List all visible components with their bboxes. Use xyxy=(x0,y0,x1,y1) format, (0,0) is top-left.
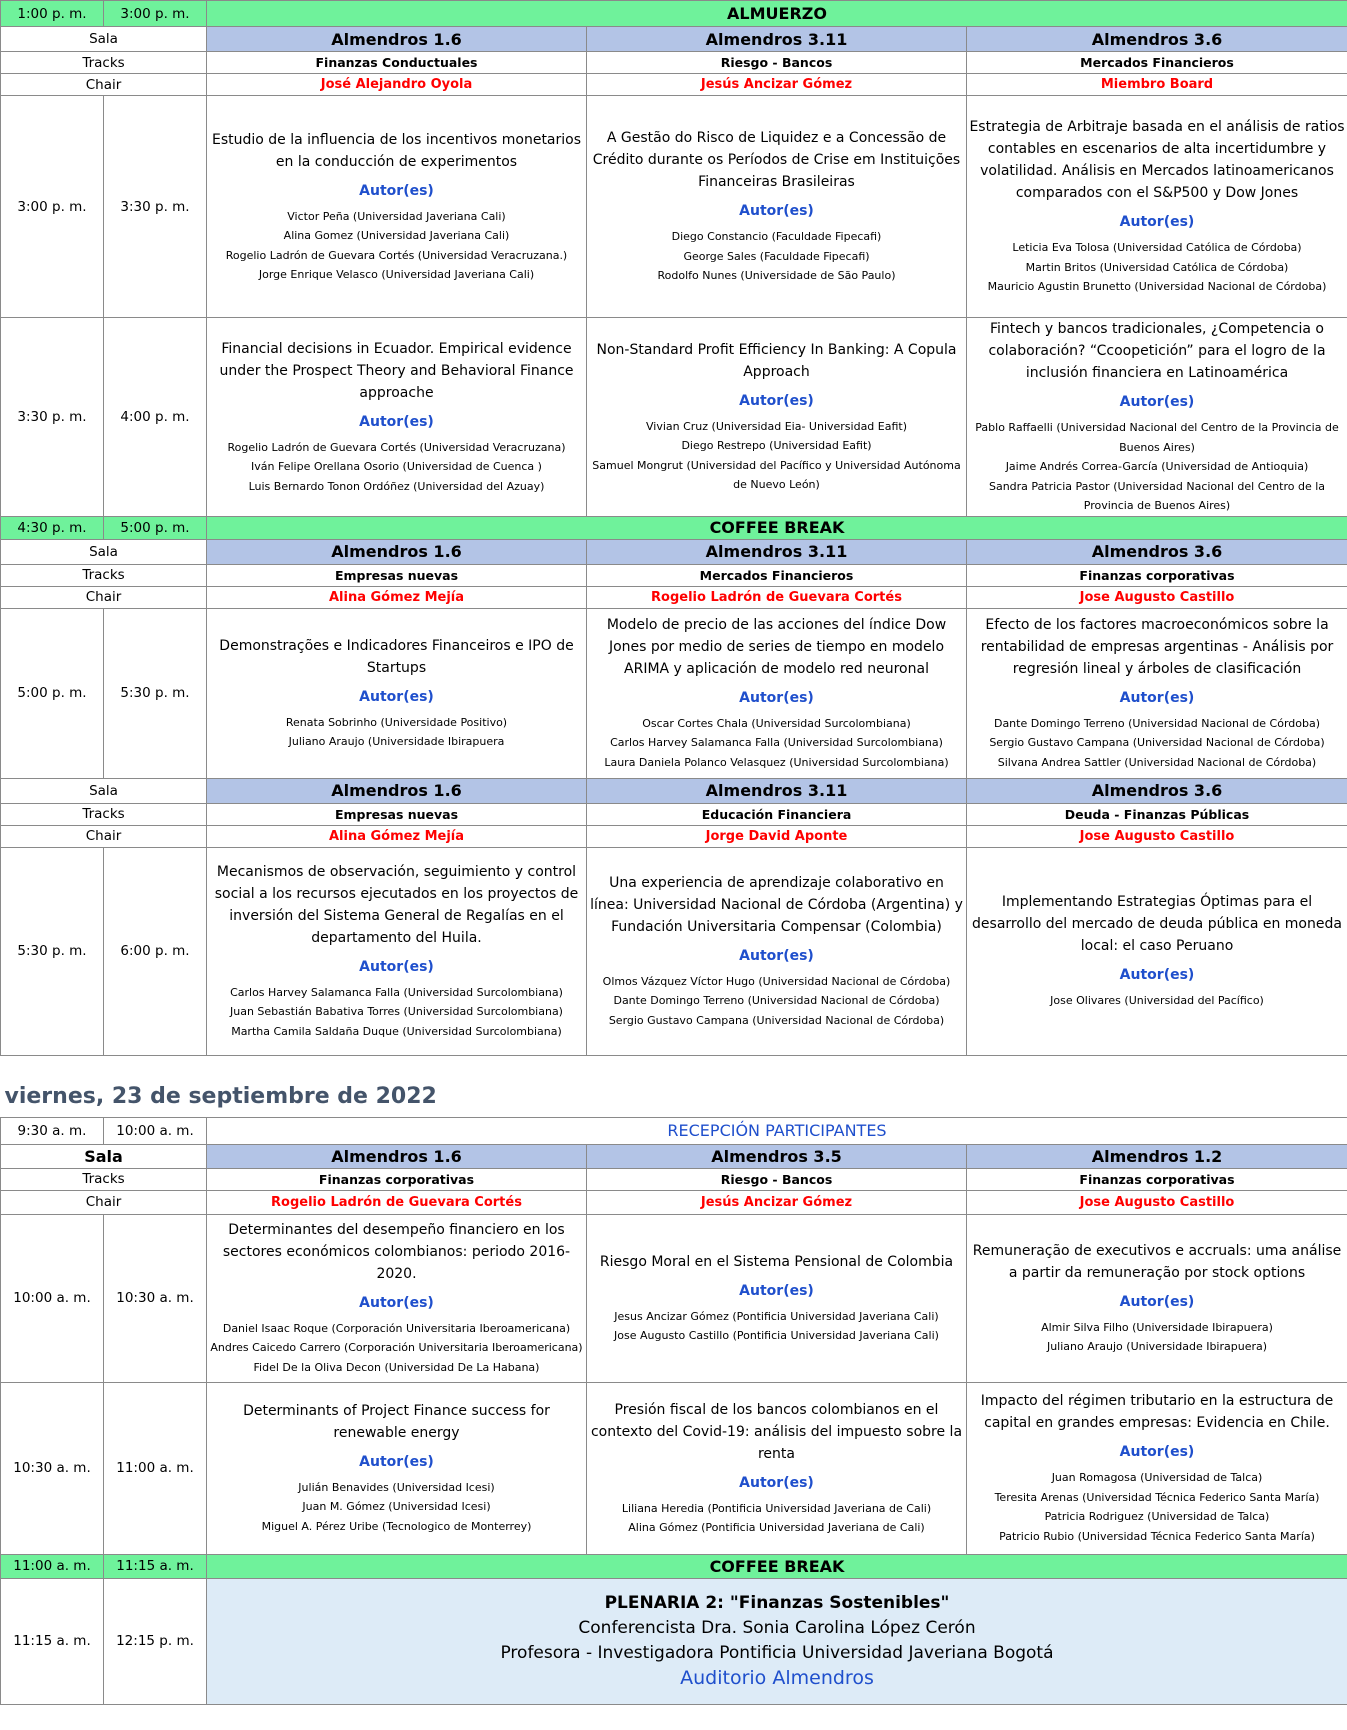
author-line: Teresita Arenas (Universidad Técnica Federico Santa María) xyxy=(994,1490,1320,1504)
authors-heading: Autor(es) xyxy=(739,689,814,706)
chair-name: Rogelio Ladrón de Guevara Cortés xyxy=(207,1190,587,1214)
talk-cell xyxy=(207,608,587,778)
author-line: Jaime Andrés Correa-García (Universidad de Antioquia) xyxy=(1005,460,1309,473)
author-line: Carlos Harvey Salamanca Falla (Universidad Surcolombiana) xyxy=(610,736,943,750)
room-name: Almendros 3.11 xyxy=(587,539,967,564)
author-line: Luis Bernardo Tonon Ordóñez (Universidad del Azuay) xyxy=(248,479,545,493)
room-name: Almendros 1.2 xyxy=(967,1144,1347,1168)
end-time: 4:00 p. m. xyxy=(104,318,207,517)
authors-heading: Autor(es) xyxy=(739,392,814,409)
author-line: Juan Romagosa (Universidad de Talca) xyxy=(1051,1471,1263,1484)
end-time: 3:00 p. m. xyxy=(104,1,207,27)
talk-cell xyxy=(587,847,967,1055)
end-time: 3:30 p. m. xyxy=(104,96,207,318)
room-name: Almendros 1.6 xyxy=(207,778,587,803)
author-line: Leticia Eva Tolosa (Universidad Católica de Córdoba) xyxy=(1012,241,1302,255)
lunch-banner-label: ALMUERZO xyxy=(207,1,1347,27)
start-time: 5:30 p. m. xyxy=(1,847,104,1055)
authors-heading: Autor(es) xyxy=(1119,1293,1195,1310)
chair-name: Jose Augusto Castillo xyxy=(967,1190,1347,1214)
author-line: Liliana Heredia (Pontificia Universidad Javeriana de Cali) xyxy=(621,1501,932,1515)
talk-title: Determinantes del desempeño financiero en los sectores económicos colombianos: periodo 2016-2020. xyxy=(222,1221,571,1282)
author-line: Victor Peña (Universidad Javeriana Cali) xyxy=(287,209,506,223)
track-name: Educación Financiera xyxy=(587,803,967,825)
track-name: Finanzas corporativas xyxy=(207,1168,587,1190)
author-line: Alina Gómez (Pontificia Universidad Javeriana de Cali) xyxy=(628,1521,925,1534)
author-line: Diego Restrepo (Universidad Eafit) xyxy=(681,439,872,453)
plenary-role: Profesora - Investigadora Pontificia Universidad Javeriana Bogotá xyxy=(500,1643,1054,1663)
room-header-row xyxy=(1,1144,1347,1168)
chair-row xyxy=(1,74,1347,96)
tracks-label: Tracks xyxy=(1,803,207,825)
author-line: Rogelio Ladrón de Guevara Cortés (Universidad Veracruzana.) xyxy=(225,248,568,262)
chair-name: Jose Augusto Castillo xyxy=(967,825,1347,847)
authors-heading: Autor(es) xyxy=(1119,689,1195,706)
author-line: Vivian Cruz (Universidad Eia- Universidad Eafit) xyxy=(645,419,908,433)
room-header-row xyxy=(1,778,1347,803)
sala-label: Sala xyxy=(1,539,207,564)
author-line: Alina Gomez (Universidad Javeriana Cali) xyxy=(283,229,510,242)
chair-row xyxy=(1,586,1347,608)
talk-title: Modelo de precio de las acciones del índice Dow Jones por medio de series de tiempo en modelo ARIMA y aplicación de modelo red neuronal xyxy=(606,616,947,677)
chair-label: Chair xyxy=(1,1190,207,1214)
track-name: Mercados Financieros xyxy=(967,52,1347,74)
author-line: Juliano Araujo (Universidade Ibirapuera) xyxy=(1046,1340,1268,1353)
start-time: 10:00 a. m. xyxy=(1,1214,104,1382)
chair-label: Chair xyxy=(1,586,207,608)
tracks-row xyxy=(1,564,1347,586)
start-time: 5:00 p. m. xyxy=(1,608,104,778)
room-name: Almendros 1.6 xyxy=(207,539,587,564)
talk-title: Riesgo Moral en el Sistema Pensional de Colombia xyxy=(599,1253,954,1270)
sala-label: Sala xyxy=(1,1144,207,1168)
author-line: Daniel Isaac Roque (Corporación Universitaria Iberoamericana) xyxy=(222,1321,571,1335)
tracks-row xyxy=(1,803,1347,825)
author-line: Jesus Ancizar Gómez (Pontificia Universidad Javeriana Cali) xyxy=(614,1309,939,1323)
author-line: Dante Domingo Terreno (Universidad Nacional de Córdoba) xyxy=(993,716,1321,730)
room-name: Almendros 3.5 xyxy=(587,1144,967,1168)
tracks-label: Tracks xyxy=(1,1168,207,1190)
end-time: 10:30 a. m. xyxy=(104,1214,207,1382)
track-name: Empresas nuevas xyxy=(207,803,587,825)
talk-cell xyxy=(587,1214,967,1382)
tracks-row xyxy=(1,52,1347,74)
talk-title: Demonstrações e Indicadores Financeiros e IPO de Startups xyxy=(219,637,574,676)
talk-title: Non-Standard Profit Efficiency In Banking: A Copula Approach xyxy=(596,341,957,380)
author-line: Sergio Gustavo Campana (Universidad Nacional de Córdoba) xyxy=(989,736,1325,750)
author-line: Juan Sebastián Babativa Torres (Universidad Surcolombiana) xyxy=(230,1005,563,1019)
talk-cell xyxy=(587,96,967,318)
room-name: Almendros 3.11 xyxy=(587,27,967,52)
talk-cell xyxy=(207,318,587,517)
room-name: Almendros 3.6 xyxy=(967,778,1347,803)
end-time: 10:00 a. m. xyxy=(104,1117,207,1144)
end-time: 5:30 p. m. xyxy=(104,608,207,778)
room-header-row xyxy=(1,539,1347,564)
track-name: Finanzas corporativas xyxy=(967,1168,1347,1190)
track-name: Riesgo - Bancos xyxy=(587,1168,967,1190)
chair-row xyxy=(1,1190,1347,1214)
author-line: Martha Camila Saldaña Duque (Universidad Surcolombiana) xyxy=(231,1024,562,1038)
author-line: Rogelio Ladrón de Guevara Cortés (Universidad Veracruzana) xyxy=(227,440,566,454)
tracks-row xyxy=(1,1168,1347,1190)
talk-cell xyxy=(587,608,967,778)
talk-cell xyxy=(967,1214,1347,1382)
author-line: Juan M. Gómez (Universidad Icesi) xyxy=(302,1500,491,1514)
start-time: 3:00 p. m. xyxy=(1,96,104,318)
chair-label: Chair xyxy=(1,825,207,847)
talk-cell xyxy=(967,1382,1347,1554)
track-name: Empresas nuevas xyxy=(207,564,587,586)
author-line: Laura Daniela Polanco Velasquez (Universidad Surcolombiana) xyxy=(604,755,949,769)
chair-row xyxy=(1,825,1347,847)
end-time: 11:00 a. m. xyxy=(104,1382,207,1554)
talk-cell xyxy=(207,1214,587,1382)
session-slot-row xyxy=(1,318,1347,517)
chair-name: Miembro Board xyxy=(967,74,1347,96)
talk-title: Mecanismos de observación, seguimiento y control social a los recursos ejecutados en los proyectos de inversión del Sistema General de Regalías en el departamento del Huila. xyxy=(214,863,579,946)
session-slot-row xyxy=(1,1382,1347,1554)
talk-cell xyxy=(207,1382,587,1554)
start-time: 10:30 a. m. xyxy=(1,1382,104,1554)
chair-name: Alina Gómez Mejía xyxy=(207,825,587,847)
end-time: 5:00 p. m. xyxy=(104,516,207,539)
room-name: Almendros 1.6 xyxy=(207,27,587,52)
author-line: Olmos Vázquez Víctor Hugo (Universidad Nacional de Córdoba) xyxy=(602,974,951,988)
talk-title: Estudio de la influencia de los incentivos monetarios en la conducción de experimentos xyxy=(211,131,582,170)
talk-title: Financial decisions in Ecuador. Empirical evidence under the Prospect Theory and Behavioral Finance approache xyxy=(219,340,574,401)
room-name: Almendros 3.6 xyxy=(967,539,1347,564)
start-time: 4:30 p. m. xyxy=(1,516,104,539)
authors-heading: Autor(es) xyxy=(359,182,434,199)
talk-cell xyxy=(967,96,1347,318)
author-line: Iván Felipe Orellana Osorio (Universidad de Cuenca ) xyxy=(251,460,542,473)
chair-name: Jesús Ancizar Gómez xyxy=(587,1190,967,1214)
track-name: Deuda - Finanzas Públicas xyxy=(967,803,1347,825)
authors-heading: Autor(es) xyxy=(739,1474,814,1491)
plenary-row xyxy=(1,1578,1347,1704)
track-name: Finanzas corporativas xyxy=(967,564,1347,586)
author-line: Juliano Araujo (Universidade Ibirapuera xyxy=(288,735,505,748)
chair-name: Jorge David Aponte xyxy=(587,825,967,847)
author-line: Jose Olivares (Universidad del Pacífico) xyxy=(1050,994,1264,1008)
room-name: Almendros 1.6 xyxy=(207,1144,587,1168)
talk-cell xyxy=(207,847,587,1055)
day-heading: viernes, 23 de septiembre de 2022 xyxy=(4,1083,437,1109)
coffee-break-banner-row xyxy=(1,1554,1347,1578)
authors-heading: Autor(es) xyxy=(739,203,814,220)
author-line: Sergio Gustavo Campana (Universidad Nacional de Córdoba) xyxy=(608,1013,945,1027)
talk-title: Remuneração de executivos e accruals: uma análise a partir da remuneração por stock options xyxy=(972,1242,1342,1281)
authors-heading: Autor(es) xyxy=(739,947,814,964)
talk-title: Presión fiscal de los bancos colombianos en el contexto del Covid-19: análisis del impuesto sobre la renta xyxy=(590,1401,963,1462)
talk-cell xyxy=(587,1382,967,1554)
author-line: Diego Constancio (Faculdade Fipecafi) xyxy=(671,230,882,244)
author-line: Julián Benavides (Universidad Icesi) xyxy=(298,1480,495,1494)
plenary-speaker: Conferencista Dra. Sonia Carolina López Cerón xyxy=(578,1618,976,1638)
talk-title: Implementando Estrategias Óptimas para el desarrollo del mercado de deuda pública en moneda local: el caso Peruano xyxy=(972,894,1342,955)
start-time: 11:00 a. m. xyxy=(1,1554,104,1578)
talk-title: Una experiencia de aprendizaje colaborativo en línea: Universidad Nacional de Córdoba (Argentina) y Fundación Universitaria Compensar (Colombia) xyxy=(590,874,963,935)
talk-title: Fintech y bancos tradicionales, ¿Competencia o colaboración? “Ccoopetición” para el logro de la inclusión financiera en Latinoamérica xyxy=(988,321,1326,381)
talk-cell xyxy=(967,318,1347,517)
coffee-break-banner-row xyxy=(1,516,1347,539)
chair-label: Chair xyxy=(1,74,207,96)
sala-label: Sala xyxy=(1,778,207,803)
start-time: 11:15 a. m. xyxy=(1,1578,104,1704)
room-header-row xyxy=(1,27,1347,52)
talk-title: Efecto de los factores macroeconómicos sobre la rentabilidad de empresas argentinas - Análisis por regresión lineal y árboles de clasificación xyxy=(980,616,1334,677)
talk-cell xyxy=(587,318,967,517)
authors-heading: Autor(es) xyxy=(359,688,434,705)
track-name: Finanzas Conductuales xyxy=(207,52,587,74)
session-slot-row xyxy=(1,1214,1347,1382)
author-line: Jorge Enrique Velasco (Universidad Javeriana Cali) xyxy=(258,268,535,281)
authors-heading: Autor(es) xyxy=(1119,967,1195,984)
plenary-title: PLENARIA 2: "Finanzas Sostenibles" xyxy=(604,1593,950,1613)
chair-name: Jose Augusto Castillo xyxy=(967,586,1347,608)
authors-heading: Autor(es) xyxy=(739,1282,814,1299)
author-line: Pablo Raffaelli (Universidad Nacional del Centro de la Provincia de Buenos Aires) xyxy=(975,421,1339,454)
author-line: Silvana Andrea Sattler (Universidad Nacional de Córdoba) xyxy=(997,755,1317,769)
start-time: 1:00 p. m. xyxy=(1,1,104,27)
author-line: Patricia Rodriguez (Universidad de Talca) xyxy=(1044,1510,1270,1523)
start-time: 9:30 a. m. xyxy=(1,1117,104,1144)
chair-name: José Alejandro Oyola xyxy=(207,74,587,96)
coffee-break-banner-label: COFFEE BREAK xyxy=(207,1554,1347,1578)
author-line: George Sales (Faculdade Fipecafi) xyxy=(683,249,870,263)
chair-name: Alina Gómez Mejía xyxy=(207,586,587,608)
talk-cell xyxy=(967,847,1347,1055)
coffee-break-banner-label: COFFEE BREAK xyxy=(207,516,1347,539)
authors-heading: Autor(es) xyxy=(1119,394,1195,410)
author-line: Sandra Patricia Pastor (Universidad Nacional del Centro de la Provincia de Buenos Aires) xyxy=(988,479,1326,512)
talk-title: Estrategia de Arbitraje basada en el análisis de ratios contables en escenarios de alta incertidumbre y volatilidad. Análisis en Mercados latinoamericanos comparados con el S&P500 y Dow Jones xyxy=(969,119,1345,202)
room-name: Almendros 3.11 xyxy=(587,778,967,803)
authors-heading: Autor(es) xyxy=(359,1294,434,1311)
talk-cell xyxy=(207,96,587,318)
author-line: Oscar Cortes Chala (Universidad Surcolombiana) xyxy=(642,716,911,730)
tracks-label: Tracks xyxy=(1,52,207,74)
author-line: Renata Sobrinho (Universidade Positivo) xyxy=(285,715,508,729)
authors-heading: Autor(es) xyxy=(359,958,434,975)
session-slot-row xyxy=(1,96,1347,318)
plenary-cell xyxy=(207,1578,1347,1704)
author-line: Samuel Mongrut (Universidad del Pacífico y Universidad Autónoma de Nuevo León) xyxy=(592,458,961,492)
end-time: 6:00 p. m. xyxy=(104,847,207,1055)
plenary-venue: Auditorio Almendros xyxy=(680,1667,874,1689)
session-slot-row xyxy=(1,608,1347,778)
day-heading-row xyxy=(1,1055,1347,1117)
author-line: Carlos Harvey Salamanca Falla (Universidad Surcolombiana) xyxy=(230,985,563,999)
authors-heading: Autor(es) xyxy=(1119,214,1195,231)
author-line: Andres Caicedo Carrero (Corporación Universitaria Iberoamericana) xyxy=(210,1341,583,1355)
end-time: 12:15 p. m. xyxy=(104,1578,207,1704)
author-line: Patricio Rubio (Universidad Técnica Federico Santa María) xyxy=(999,1529,1315,1543)
talk-cell xyxy=(967,608,1347,778)
room-name: Almendros 3.6 xyxy=(967,27,1347,52)
chair-name: Jesús Ancizar Gómez xyxy=(587,74,967,96)
tracks-label: Tracks xyxy=(1,564,207,586)
author-line: Martin Britos (Universidad Católica de Córdoba) xyxy=(1025,260,1289,274)
sala-label: Sala xyxy=(1,27,207,52)
author-line: Miguel A. Pérez Uribe (Tecnologico de Monterrey) xyxy=(261,1519,532,1533)
start-time: 3:30 p. m. xyxy=(1,318,104,517)
track-name: Riesgo - Bancos xyxy=(587,52,967,74)
author-line: Mauricio Agustin Brunetto (Universidad Nacional de Córdoba) xyxy=(987,280,1327,294)
session-slot-row xyxy=(1,847,1347,1055)
chair-name: Rogelio Ladrón de Guevara Cortés xyxy=(587,586,967,608)
author-line: Dante Domingo Terreno (Universidad Nacional de Córdoba) xyxy=(613,994,940,1008)
authors-heading: Autor(es) xyxy=(359,413,434,430)
authors-heading: Autor(es) xyxy=(1119,1444,1195,1460)
talk-title: Impacto del régimen tributario en la estructura de capital en grandes empresas: Evidencia en Chile. xyxy=(980,1393,1334,1431)
authors-heading: Autor(es) xyxy=(359,1453,434,1470)
lunch-banner-row xyxy=(1,1,1347,27)
reception-label: RECEPCIÓN PARTICIPANTES xyxy=(207,1117,1347,1144)
talk-title: A Gestão do Risco de Liquidez e a Concessão de Crédito durante os Períodos de Crise em Instituições Financeiras Brasileiras xyxy=(592,130,961,191)
author-line: Almir Silva Filho (Universidade Ibirapuera) xyxy=(1041,1320,1273,1334)
author-line: Fidel De la Oliva Decon (Universidad De La Habana) xyxy=(253,1360,540,1374)
reception-row xyxy=(1,1117,1347,1144)
author-line: Rodolfo Nunes (Universidade de São Paulo) xyxy=(657,269,896,283)
track-name: Mercados Financieros xyxy=(587,564,967,586)
author-line: Jose Augusto Castillo (Pontificia Universidad Javeriana Cali) xyxy=(614,1329,939,1342)
end-time: 11:15 a. m. xyxy=(104,1554,207,1578)
talk-title: Determinants of Project Finance success for renewable energy xyxy=(243,1402,550,1441)
